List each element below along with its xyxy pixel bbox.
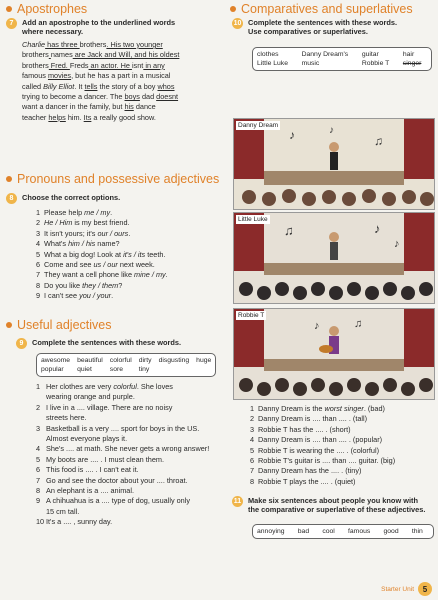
list-item: [36, 403, 228, 413]
bullet-dot-icon: [6, 176, 12, 182]
word-chip: sore: [109, 366, 124, 373]
text-segment: brothers: [22, 60, 49, 70]
item-text: [46, 465, 139, 475]
text-segment: Almost everyone plays it.: [46, 434, 128, 444]
word-chip: popular: [41, 366, 64, 373]
item-number: 10: [36, 517, 45, 527]
item-number: 3: [36, 228, 41, 238]
item-text: [46, 434, 127, 444]
underlined-word: an actor. He: [88, 60, 132, 70]
underlined-word: are Jack and Will, and his oldest: [72, 50, 180, 60]
underlined-word: Its: [83, 112, 92, 122]
text-segment: Danny Dream is .... than .... . (tall): [258, 414, 368, 424]
text-segment: My boots are .... . I must clean them.: [46, 454, 165, 464]
exercise-number-badge: 11: [233, 498, 242, 505]
stage-drawing: [234, 119, 434, 209]
text-segment: is my best friend.: [72, 218, 130, 228]
option-choice: it's / its: [123, 249, 146, 259]
text-segment: .: [128, 228, 131, 238]
word-chip: awesome: [41, 357, 71, 364]
text-segment: name?: [95, 239, 120, 249]
item-number: 8: [36, 486, 41, 496]
item-number: [36, 507, 46, 517]
text-segment: She's .... at math. She never gets a wrong answer!: [46, 444, 210, 454]
word-chip: music: [301, 60, 320, 67]
underlined-word: in any: [143, 60, 165, 70]
option-choice: him / his: [68, 239, 96, 249]
text-segment: isnt: [131, 60, 144, 70]
section-title-adjectives: Useful adjectives: [6, 318, 112, 332]
underlined-word: . His two younger: [106, 40, 163, 49]
text-segment: , but he has a part in a musical: [71, 71, 171, 81]
item-text: [44, 250, 165, 260]
paragraph-line: [22, 50, 224, 60]
svg-text:♪: ♪: [314, 320, 320, 332]
text-segment: Please help: [44, 208, 85, 217]
option-choice: our / ours: [97, 228, 129, 238]
option-choice: us / our: [93, 260, 118, 270]
text-segment: Go and see the doctor about your .... throat.: [46, 475, 188, 485]
text-segment: .: [111, 291, 114, 301]
list-item: [36, 507, 228, 517]
text-segment: the story of a boy: [97, 81, 158, 91]
paragraph-line: [22, 102, 224, 112]
list-item: [36, 270, 224, 280]
word-chip: singer: [402, 60, 422, 67]
word-chip: Robbie T: [361, 60, 390, 67]
item-text: [258, 414, 367, 424]
picture-label: Little Luke: [238, 216, 268, 223]
item-text: [258, 404, 385, 414]
text-segment: Her clothes are very: [46, 382, 114, 391]
concert-illustration-little-luke: [233, 212, 435, 304]
item-text: [44, 260, 155, 270]
underlined-word: has three: [45, 40, 80, 49]
bullet-dot-icon: [230, 6, 236, 12]
text-segment: trying to become a dancer. The: [22, 92, 125, 102]
list-item: [36, 413, 228, 423]
exercise-number-badge: 10: [233, 20, 242, 27]
option-choice: you / your: [79, 291, 112, 301]
word-chip: Little Luke: [257, 60, 288, 67]
item-text: [44, 270, 168, 280]
item-text: [46, 486, 134, 496]
text-segment: What a big dog! Look at: [44, 249, 124, 259]
text-segment: Danny Dream has the .... . (tiny): [258, 466, 362, 476]
underlined-word: boys: [124, 92, 140, 102]
paragraph-line: [22, 82, 224, 92]
item-text: [46, 496, 190, 506]
word-chip: thin: [411, 528, 423, 535]
picture-label: Danny Dream: [238, 122, 279, 129]
item-number: [36, 434, 46, 444]
item-number: 3: [250, 424, 255, 434]
text-segment: What's: [44, 239, 69, 249]
list-item: [250, 466, 435, 476]
item-text: [258, 435, 382, 445]
list-item: [36, 455, 228, 465]
text-segment: They want a cell phone like: [44, 270, 135, 280]
section-title-pronouns: Pronouns and possessive adjectives: [6, 172, 219, 186]
exercise-number-badge: 9: [16, 338, 27, 349]
text-segment: streets here.: [46, 413, 87, 423]
text-segment: wearing orange and purple.: [46, 392, 135, 402]
unit-label: Starter Unit: [381, 585, 414, 593]
word-chip: good: [383, 528, 399, 535]
word-chip: colorful: [109, 357, 132, 364]
text-segment: I live in a .... village. There are no noisy: [46, 402, 173, 412]
exercise-7-instruction: 7 Add an apostrophe to the underlined words where necessary.: [6, 18, 224, 36]
item-number: 3: [36, 423, 41, 433]
list-item: [250, 446, 435, 456]
word-chip: bad: [297, 528, 310, 535]
svg-text:♫: ♫: [354, 318, 363, 330]
text-segment: teacher: [22, 112, 49, 122]
text-segment: Danny Dream is .... than .... . (popular): [258, 435, 383, 445]
svg-text:♪: ♪: [289, 128, 295, 142]
word-chip: cool: [322, 528, 335, 535]
example-answer: worst singer: [324, 404, 364, 413]
text-segment: . She loves: [136, 382, 173, 391]
list-item: [36, 476, 228, 486]
word-chip: hair: [402, 51, 415, 58]
text-segment: ?: [118, 280, 123, 290]
page-footer: [381, 582, 432, 596]
picture-label: Robbie T: [238, 312, 265, 319]
item-number: 8: [250, 476, 255, 486]
apostrophe-paragraph: [22, 40, 224, 123]
text-segment: A chihuahua is a .... type of dog, usually only: [46, 496, 191, 506]
item-number: 6: [36, 260, 41, 270]
bullet-dot-icon: [6, 322, 12, 328]
item-text: [46, 476, 188, 486]
item-text: [258, 477, 355, 487]
item-text: [46, 444, 209, 454]
list-item: [250, 404, 435, 414]
item-text: [46, 413, 87, 423]
text-segment: It isn't yours; it's: [44, 228, 98, 238]
word-chip: clothes: [257, 51, 279, 58]
word-chip: huge: [196, 357, 212, 364]
item-text: [258, 425, 351, 435]
list-item: [36, 424, 228, 434]
paragraph-line: [22, 40, 224, 50]
item-text: [44, 239, 120, 249]
page-number: 5: [418, 582, 432, 596]
list-item: [250, 477, 435, 487]
text-segment: Robbie T has the .... . (short): [258, 424, 351, 434]
item-number: 9: [36, 291, 41, 301]
word-chip: disgusting: [158, 357, 190, 364]
text-segment: brothers: [22, 50, 49, 60]
item-text: [258, 466, 361, 476]
pronoun-items-list: [36, 208, 224, 302]
text-segment: him.: [65, 112, 84, 122]
text-segment: I can't see: [44, 291, 80, 301]
exercise-11-instruction: 11 Make six sentences about people you know with the comparative or superlative of these adjectives.: [233, 496, 426, 514]
example-answer: colorful: [113, 382, 137, 391]
word-chip: quiet: [77, 366, 92, 373]
item-number: 5: [250, 445, 255, 455]
item-number: 4: [250, 435, 255, 445]
underlined-word: whos: [157, 81, 175, 91]
item-text: [46, 507, 79, 517]
list-item: [36, 291, 224, 301]
item-number: 1: [36, 208, 41, 217]
word-chip: annoying: [257, 528, 285, 535]
word-chip: dirty: [138, 357, 152, 364]
item-text: [46, 392, 135, 402]
text-segment: a really good show.: [91, 112, 156, 122]
exercise-8-instruction: 8 Choose the correct options.: [6, 193, 120, 204]
text-segment: Charlie: [22, 40, 46, 49]
list-item: [36, 486, 228, 496]
text-segment: Basketball is a very .... sport for boys in the US.: [46, 423, 200, 433]
list-item: [36, 382, 228, 392]
item-number: 6: [250, 456, 255, 466]
item-text: [46, 403, 172, 413]
word-chip: famous: [348, 528, 371, 535]
text-segment: Robbie T's guitar is .... than .... guitar. (big): [258, 456, 396, 466]
item-number: 2: [250, 414, 255, 424]
text-segment: This food is .... . I can't eat it.: [46, 465, 139, 475]
list-item: [36, 465, 228, 475]
list-item: [36, 239, 224, 249]
item-number: 6: [36, 465, 41, 475]
paragraph-line: [22, 61, 224, 71]
adjective-items-list: [36, 382, 228, 528]
text-segment: teeth.: [145, 249, 166, 259]
underlined-word: Fred.: [48, 60, 70, 70]
list-item: [250, 456, 435, 466]
list-item: [250, 435, 435, 445]
concert-illustration-robbie-t: [233, 308, 435, 400]
text-segment: Do you like: [44, 280, 83, 290]
underlined-word: tells: [84, 81, 98, 91]
word-chip: Danny Dream's: [301, 51, 349, 58]
option-choice: they / them: [82, 280, 119, 290]
text-segment: famous: [22, 71, 48, 81]
underlined-word: movies: [47, 71, 72, 81]
item-text: [46, 382, 173, 392]
exercise-number-badge: 8: [6, 193, 17, 204]
svg-text:♪: ♪: [394, 238, 400, 250]
item-number: [36, 392, 46, 402]
item-number: 9: [36, 496, 41, 506]
bullet-dot-icon: [6, 6, 12, 12]
exercise-10-instruction: 10 Complete the sentences with these words. Use comparatives or superlatives.: [233, 18, 398, 36]
text-segment: . (bad): [363, 404, 385, 413]
paragraph-line: [22, 71, 224, 81]
text-segment: called: [22, 81, 44, 91]
list-item: [36, 229, 224, 239]
list-item: [36, 250, 224, 260]
item-number: [36, 413, 46, 423]
item-text: [44, 291, 113, 301]
list-item: [36, 517, 228, 527]
text-segment: It's a .... , sunny day.: [46, 517, 113, 527]
item-text: [44, 281, 122, 291]
item-text: [258, 446, 379, 456]
item-number: 4: [36, 239, 41, 249]
text-segment: 15 cm tall.: [46, 506, 80, 516]
list-item: [250, 414, 435, 424]
svg-text:♫: ♫: [374, 134, 383, 148]
item-text: [44, 218, 130, 228]
text-segment: want a dancer in the family, but: [22, 102, 125, 112]
concert-illustration-danny-dream: [233, 118, 435, 210]
list-item: [36, 392, 228, 402]
paragraph-line: [22, 113, 224, 123]
text-segment: names: [50, 50, 73, 60]
item-number: 5: [36, 249, 41, 259]
list-item: [36, 218, 224, 228]
adjective-word-box-11: [252, 524, 434, 539]
list-item: [250, 425, 435, 435]
list-item: [36, 496, 228, 506]
text-segment: Danny Dream is the: [258, 404, 325, 413]
svg-text:♫: ♫: [284, 223, 294, 238]
item-number: 1: [36, 382, 41, 391]
list-item: [36, 444, 228, 454]
text-segment: . It: [74, 81, 85, 91]
item-text: [46, 455, 164, 465]
item-text: [46, 517, 112, 527]
item-number: 2: [36, 218, 41, 228]
item-number: 2: [36, 402, 41, 412]
exercise-number-badge: 7: [6, 18, 17, 29]
text-segment: brothers: [79, 40, 107, 49]
adjective-word-box: [36, 353, 216, 377]
item-number: 5: [36, 454, 41, 464]
exercise-9-instruction: 9 Complete the sentences with these words.: [16, 338, 181, 349]
text-segment: Robbie T is wearing the .... . (colorful): [258, 445, 379, 455]
underlined-word: Billy Elliot: [43, 81, 75, 91]
list-item: [36, 281, 224, 291]
word-chip: beautiful: [77, 357, 103, 364]
option-choice: me / my: [84, 208, 111, 217]
paragraph-line: [22, 92, 224, 102]
section-title-apostrophes: Apostrophes: [6, 2, 87, 16]
stage-drawing: [234, 309, 434, 399]
svg-text:♪: ♪: [374, 221, 381, 236]
underlined-word: doesnt: [156, 92, 179, 102]
item-number: 7: [250, 466, 255, 476]
svg-text:♪: ♪: [329, 125, 334, 136]
item-number: 7: [36, 475, 41, 485]
text-segment: next week.: [117, 260, 155, 270]
item-number: 7: [36, 270, 41, 280]
text-segment: dad: [139, 92, 157, 102]
underlined-word: his: [124, 102, 134, 112]
text-segment: .: [110, 208, 113, 217]
comparative-word-box: [252, 47, 432, 71]
item-text: [258, 456, 395, 466]
text-segment: Come and see: [44, 260, 94, 270]
text-segment: Freds: [69, 60, 89, 70]
item-text: [46, 424, 199, 434]
word-chip: tiny: [138, 366, 150, 373]
option-choice: He / Him: [44, 218, 73, 228]
stage-drawing: [234, 213, 434, 303]
option-choice: mine / my: [134, 270, 166, 280]
comparative-items-list: [250, 404, 435, 487]
underlined-word: helps: [48, 112, 66, 122]
item-number: 8: [36, 280, 41, 290]
list-item: [36, 260, 224, 270]
text-segment: An elephant is a .... animal.: [46, 486, 135, 496]
list-item: [36, 434, 228, 444]
item-number: 4: [36, 444, 41, 454]
text-segment: .: [165, 270, 168, 280]
list-item: [36, 208, 224, 218]
item-text: [44, 208, 112, 218]
item-text: [44, 229, 130, 239]
text-segment: Robbie T plays the .... . (quiet): [258, 476, 356, 486]
section-title-comparatives: Comparatives and superlatives: [230, 2, 413, 16]
word-chip: guitar: [361, 51, 379, 58]
item-number: 1: [250, 404, 255, 413]
text-segment: dance: [133, 102, 156, 112]
